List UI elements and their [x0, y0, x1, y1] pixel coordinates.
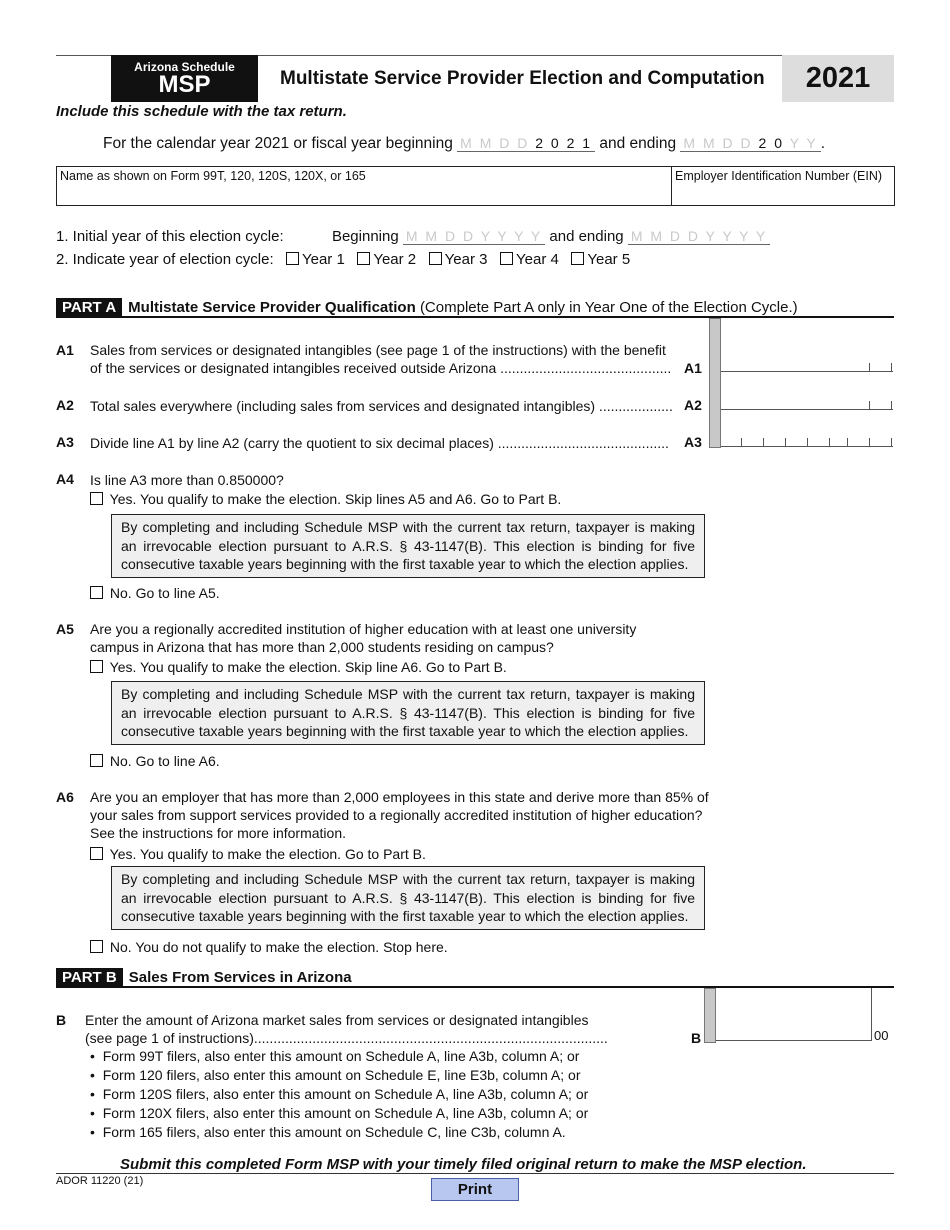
- line-a1-label: A1: [684, 360, 702, 376]
- include-note: Include this schedule with the tax return.: [56, 103, 347, 120]
- year4-option[interactable]: [500, 251, 559, 268]
- line-a5-yes-option[interactable]: [90, 658, 507, 676]
- year4-label: Year 4: [516, 251, 559, 268]
- line-a4-question: Is line A3 more than 0.850000?: [90, 472, 284, 488]
- line-a1-text-2: of the services or designated intangibles received outside Arizona ............................................: [90, 360, 672, 376]
- line-a1-text: [90, 341, 680, 377]
- bullet-text: Form 120S filers, also enter this amount on Schedule A, line A3b, column A; or: [102, 1086, 589, 1102]
- year3-checkbox[interactable]: [429, 252, 442, 265]
- part-a-rule: [56, 316, 894, 318]
- tax-year: 2021: [782, 55, 894, 102]
- a5-election-notice: By completing and including Schedule MSP with the current tax return, taxpayer is making an irrevocable election pursuant to A.R.S. § 43-1147(B). This election is binding for five consecutive taxable years beginning with the first taxable year to which the election applies.: [111, 681, 705, 745]
- a4-yes-label: Yes. You qualify to make the election. Skip lines A5 and A6. Go to Part B.: [109, 491, 562, 507]
- bullet-text: Form 120X filers, also enter this amount on Schedule A, line A3b, column A; or: [102, 1105, 589, 1121]
- bullet-item: • Form 99T filers, also enter this amount on Schedule A, line A3b, column A; or: [90, 1048, 580, 1064]
- line-a1-number: A1: [56, 342, 74, 358]
- election-cycle-line1: [56, 228, 770, 245]
- schedule-badge: [111, 55, 258, 102]
- line-a3-input[interactable]: [721, 433, 893, 447]
- name-ein-divider: [671, 167, 672, 205]
- bullet-item: • Form 120X filers, also enter this amount on Schedule A, line A3b, column A; or: [90, 1105, 589, 1121]
- part-a-heading: [56, 299, 798, 316]
- schedule-badge-label: Arizona Schedule: [134, 60, 235, 74]
- part-a-title: Multistate Service Provider Qualification: [128, 299, 416, 316]
- line-a3-label: A3: [684, 434, 702, 450]
- a4-no-checkbox[interactable]: [90, 586, 103, 599]
- bullet-text: Form 99T filers, also enter this amount on Schedule A, line A3b, column A; or: [102, 1048, 580, 1064]
- fiscal-end-date-field[interactable]: [680, 135, 820, 152]
- line-a5-question: [90, 620, 636, 656]
- fiscal-year-middle: and ending: [599, 135, 677, 152]
- a6-no-checkbox[interactable]: [90, 940, 103, 953]
- year2-checkbox[interactable]: [357, 252, 370, 265]
- fiscal-begin-year: 2 0 2 1: [535, 135, 593, 151]
- schedule-badge-code: MSP: [158, 71, 211, 98]
- year1-option[interactable]: [286, 251, 345, 268]
- form-id: ADOR 11220 (21): [56, 1175, 144, 1187]
- bullet-item: • Form 120 filers, also enter this amount on Schedule E, line E3b, column A; or: [90, 1067, 581, 1083]
- line-a2-number: A2: [56, 397, 74, 413]
- a5-no-label: No. Go to line A6.: [109, 753, 220, 769]
- bullet-item: • Form 120S filers, also enter this amount on Schedule A, line A3b, column A; or: [90, 1086, 589, 1102]
- line-a6-number: A6: [56, 789, 74, 805]
- line-a6-question: [90, 788, 709, 842]
- line-b-number: B: [56, 1012, 67, 1028]
- bullet-text: Form 120 filers, also enter this amount on Schedule E, line E3b, column A; or: [102, 1067, 581, 1083]
- year5-option[interactable]: [571, 251, 630, 268]
- print-button[interactable]: Print: [431, 1178, 519, 1201]
- line-a5-question-2: campus in Arizona that has more than 2,000 students residing on campus?: [90, 639, 554, 655]
- fiscal-begin-mmdd: M M D D: [460, 135, 530, 151]
- part-a-amount-bar: [709, 318, 721, 448]
- form-title: Multistate Service Provider Election and Computation: [280, 68, 765, 89]
- a4-yes-checkbox[interactable]: [90, 492, 103, 505]
- fiscal-year-prefix: For the calendar year 2021 or fiscal year beginning: [103, 135, 453, 152]
- a6-election-notice: By completing and including Schedule MSP with the current tax return, taxpayer is making an irrevocable election pursuant to A.R.S. § 43-1147(B). This election is binding for five consecutive taxable years beginning with the first taxable year to which the election applies.: [111, 866, 705, 930]
- line-a4-yes-option[interactable]: [90, 490, 561, 508]
- ein-input[interactable]: [673, 183, 893, 205]
- name-input[interactable]: [57, 183, 670, 205]
- line-a6-no-option[interactable]: [90, 938, 448, 956]
- a5-no-checkbox[interactable]: [90, 754, 103, 767]
- cycle-beginning-label: Beginning: [331, 228, 399, 245]
- fiscal-end-mmdd: M M D D: [683, 135, 753, 151]
- a6-yes-checkbox[interactable]: [90, 847, 103, 860]
- line-a4-no-option[interactable]: [90, 584, 220, 602]
- fiscal-end-century: 2 0: [758, 135, 784, 151]
- year2-option[interactable]: [357, 251, 416, 268]
- line-a6-yes-option[interactable]: [90, 845, 426, 863]
- line-a4-number: A4: [56, 471, 74, 487]
- line-a2-label: A2: [684, 397, 702, 413]
- line-a6-question-3: See the instructions for more information.: [90, 825, 347, 841]
- line-b-text: [85, 1011, 608, 1047]
- part-b-amount-bar: [704, 988, 716, 1043]
- a4-no-label: No. Go to line A5.: [109, 585, 220, 601]
- fiscal-begin-date-field[interactable]: [457, 135, 595, 152]
- taxpayer-info-box: [56, 166, 895, 206]
- line-b-text-1: Enter the amount of Arizona market sales from services or designated intangibles: [85, 1012, 589, 1028]
- line-a6-question-1: Are you an employer that has more than 2,000 employees in this state and derive more than 85% of: [90, 789, 709, 805]
- fiscal-year-suffix: .: [820, 135, 826, 152]
- a5-yes-checkbox[interactable]: [90, 660, 103, 673]
- cycle-end-date-field[interactable]: M M D D Y Y Y Y: [628, 228, 770, 245]
- year4-checkbox[interactable]: [500, 252, 513, 265]
- part-b-rule: [56, 986, 894, 988]
- year1-checkbox[interactable]: [286, 252, 299, 265]
- line-b-label: B: [691, 1030, 702, 1046]
- part-a-tag: PART A: [56, 298, 122, 317]
- cycle-and-ending-label: and ending: [549, 228, 624, 245]
- line-a5-no-option[interactable]: [90, 752, 220, 770]
- initial-year-label: 1. Initial year of this election cycle:: [56, 228, 284, 245]
- line-a3-text: Divide line A1 by line A2 (carry the quotient to six decimal places) ............................................: [90, 435, 669, 451]
- year1-label: Year 1: [301, 251, 345, 268]
- line-b-text-2: (see page 1 of instructions)...........................................................................................: [85, 1030, 608, 1046]
- fiscal-end-yy: Y Y: [789, 135, 818, 151]
- line-b-cents: 00: [874, 1028, 889, 1043]
- cycle-year-label: 2. Indicate year of election cycle:: [56, 251, 274, 268]
- line-a2-text: Total sales everywhere (including sales from services and designated intangibles) ...................: [90, 398, 673, 414]
- bullet-item: • Form 165 filers, also enter this amount on Schedule C, line C3b, column A.: [90, 1124, 566, 1140]
- bullet-text: Form 165 filers, also enter this amount on Schedule C, line C3b, column A.: [102, 1124, 566, 1140]
- line-a1-input[interactable]: [721, 356, 893, 372]
- line-a2-input[interactable]: [721, 396, 893, 410]
- year5-checkbox[interactable]: [571, 252, 584, 265]
- line-a5-question-1: Are you a regionally accredited institution of higher education with at least one university: [90, 621, 637, 637]
- a5-yes-label: Yes. You qualify to make the election. Skip line A6. Go to Part B.: [109, 659, 507, 675]
- a6-no-label: No. You do not qualify to make the election. Stop here.: [109, 939, 448, 955]
- year5-label: Year 5: [587, 251, 631, 268]
- part-b-tag: PART B: [56, 968, 123, 987]
- name-label: Name as shown on Form 99T, 120, 120S, 120X, or 165: [60, 169, 366, 183]
- fiscal-year-line: [103, 135, 825, 153]
- election-cycle-line2: [56, 251, 630, 268]
- year3-label: Year 3: [444, 251, 488, 268]
- line-a3-number: A3: [56, 434, 74, 450]
- a6-yes-label: Yes. You qualify to make the election. Go to Part B.: [109, 846, 426, 862]
- part-b-heading: [56, 969, 352, 986]
- footer-rule: [56, 1173, 894, 1174]
- a4-election-notice: By completing and including Schedule MSP with the current tax return, taxpayer is making an irrevocable election pursuant to A.R.S. § 43-1147(B). This election is binding for five consecutive taxable years beginning with the first taxable year to which the election applies.: [111, 514, 705, 578]
- submit-instruction: Submit this completed Form MSP with your timely filed original return to make the MSP election.: [120, 1156, 807, 1173]
- year2-label: Year 2: [373, 251, 417, 268]
- line-a5-number: A5: [56, 621, 74, 637]
- part-b-bullets: [90, 1047, 588, 1142]
- line-a1-text-1: Sales from services or designated intangibles (see page 1 of the instructions) with the benefit: [90, 342, 666, 358]
- ein-label: Employer Identification Number (EIN): [675, 169, 883, 183]
- part-b-title: Sales From Services in Arizona: [128, 969, 352, 986]
- year3-option[interactable]: [429, 251, 488, 268]
- part-a-subtitle: (Complete Part A only in Year One of the Election Cycle.): [419, 299, 798, 316]
- line-a6-question-2: your sales from support services provided to a regionally accredited institution of higher education?: [90, 807, 703, 823]
- line-b-input[interactable]: [716, 1026, 872, 1041]
- cycle-begin-date-field[interactable]: M M D D Y Y Y Y: [403, 228, 545, 245]
